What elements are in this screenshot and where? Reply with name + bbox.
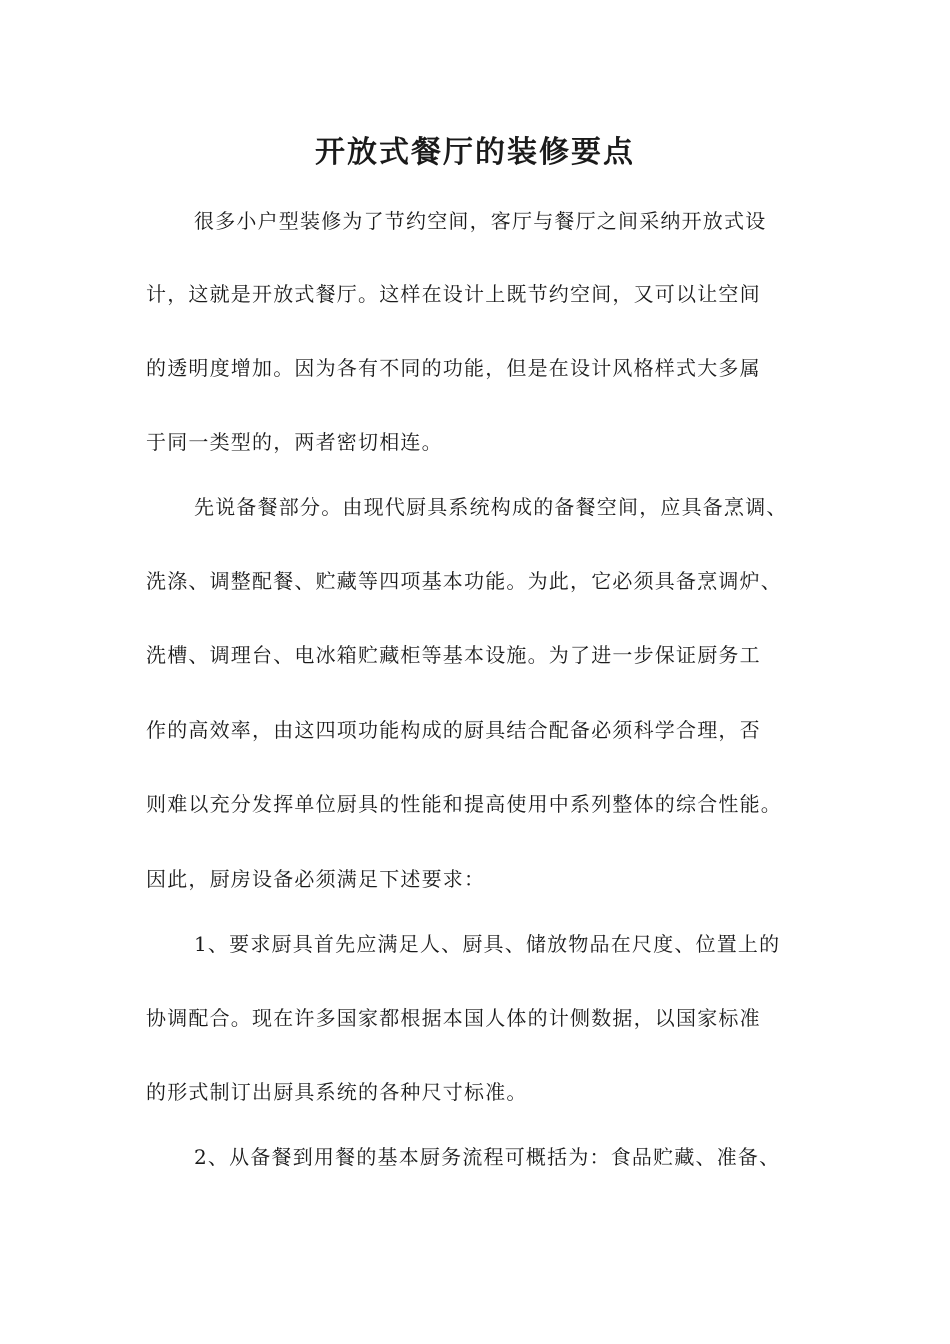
paragraph-line: 则难以充分发挥单位厨具的性能和提高使用中系列整体的综合性能。 <box>146 792 782 816</box>
paragraph-line: 洗槽、调理台、电冰箱贮藏柜等基本设施。为了进一步保证厨务工 <box>146 643 761 667</box>
paragraph-line: 1、要求厨具首先应满足人、厨具、储放物品在尺度、位置上的 <box>194 932 781 956</box>
paragraph-line: 先说备餐部分。由现代厨具系统构成的备餐空间，应具备烹调、 <box>194 495 788 519</box>
paragraph-line: 计，这就是开放式餐厅。这样在设计上既节约空间，又可以让空间 <box>146 282 761 306</box>
paragraph-line: 洗涤、调整配餐、贮藏等四项基本功能。为此，它必须具备烹调炉、 <box>146 569 782 593</box>
paragraph-line: 的透明度增加。因为各有不同的功能，但是在设计风格样式大多属 <box>146 356 761 380</box>
document-title: 开放式餐厅的装修要点 <box>315 135 635 170</box>
paragraph-line: 因此，厨房设备必须满足下述要求： <box>146 867 486 891</box>
paragraph-line: 于同一类型的，两者密切相连。 <box>146 430 443 454</box>
paragraph-line: 的形式制订出厨具系统的各种尺寸标准。 <box>146 1080 528 1104</box>
paragraph-line: 协调配合。现在许多国家都根据本国人体的计侧数据，以国家标准 <box>146 1006 761 1030</box>
paragraph-line: 2、从备餐到用餐的基本厨务流程可概括为：食品贮藏、准备、 <box>194 1145 781 1169</box>
paragraph-line: 很多小户型装修为了节约空间，客厅与餐厅之间采纳开放式设 <box>194 209 767 233</box>
paragraph-line: 作的高效率，由这四项功能构成的厨具结合配备必须科学合理，否 <box>146 718 761 742</box>
